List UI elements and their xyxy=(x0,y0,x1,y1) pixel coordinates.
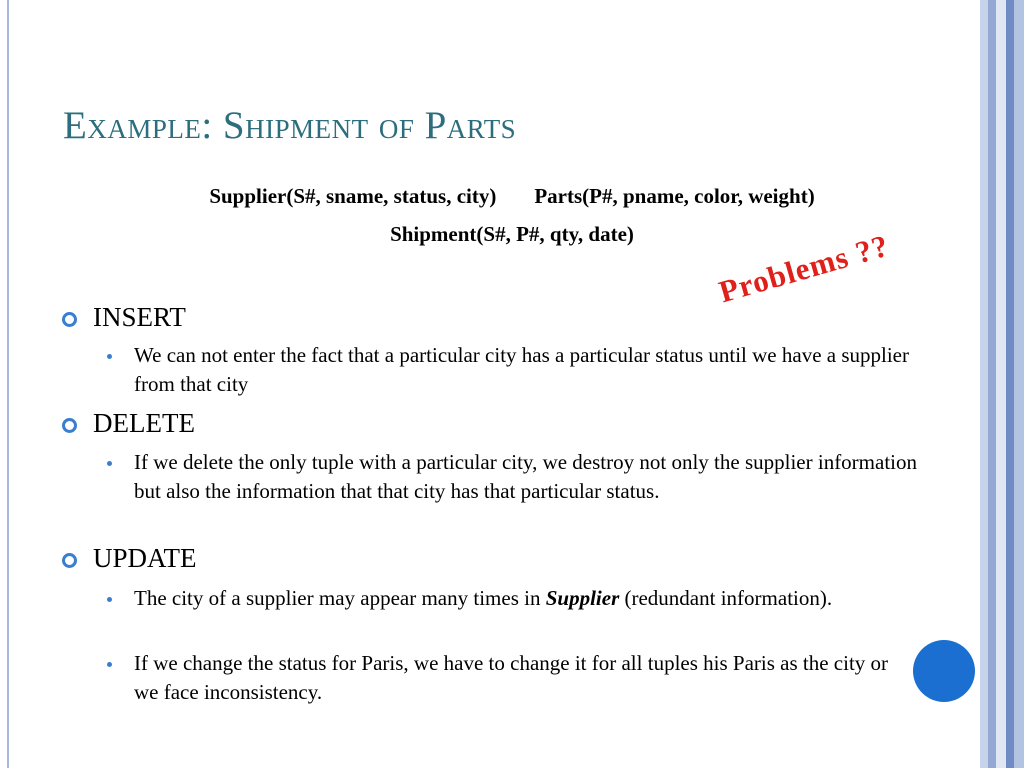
filled-dot-icon xyxy=(107,354,112,359)
bullet-heading: UPDATE xyxy=(93,543,197,573)
hollow-circle-icon xyxy=(62,553,77,568)
shipment-schema: Shipment(S#, P#, qty, date) xyxy=(390,222,634,246)
bullet-heading: DELETE xyxy=(93,408,195,438)
filled-dot-icon xyxy=(107,461,112,466)
filled-dot-icon xyxy=(107,662,112,667)
right-stripe-border xyxy=(980,0,1024,768)
sub-bullet-text xyxy=(134,584,934,613)
stripe xyxy=(996,0,1006,768)
stripe xyxy=(980,0,988,768)
text-fragment: (redundant information). xyxy=(619,586,833,610)
slide-title: Example: Shipment of Parts xyxy=(63,104,517,147)
hollow-circle-icon xyxy=(62,418,77,433)
text-fragment: The city of a supplier may appear many times in xyxy=(134,586,546,610)
sub-bullet-text: If we delete the only tuple with a particular city, we destroy not only the supplier information but also the information that that city has that particular status. xyxy=(134,450,917,503)
emphasis-supplier: Supplier xyxy=(545,586,620,610)
left-frame-line xyxy=(7,0,9,768)
problems-annotation: Problems ?? xyxy=(715,227,893,310)
stripe xyxy=(1006,0,1014,768)
parts-schema: Parts(P#, pname, color, weight) xyxy=(534,184,815,208)
sub-bullet-text: If we change the status for Paris, we have to change it for all tuples his Paris as the city or we face inconsistency. xyxy=(134,651,889,704)
bullet-heading: INSERT xyxy=(93,302,186,332)
sub-bullet-text: We can not enter the fact that a particular city has a particular status until we have a supplier from that city xyxy=(134,343,909,396)
stripe xyxy=(1014,0,1024,768)
filled-dot-icon xyxy=(107,597,112,602)
schema-line-1 xyxy=(0,184,1024,209)
supplier-schema: Supplier(S#, sname, status, city) xyxy=(209,184,497,208)
stripe xyxy=(988,0,996,768)
hollow-circle-icon xyxy=(62,312,77,327)
blue-circle-icon xyxy=(913,640,975,702)
